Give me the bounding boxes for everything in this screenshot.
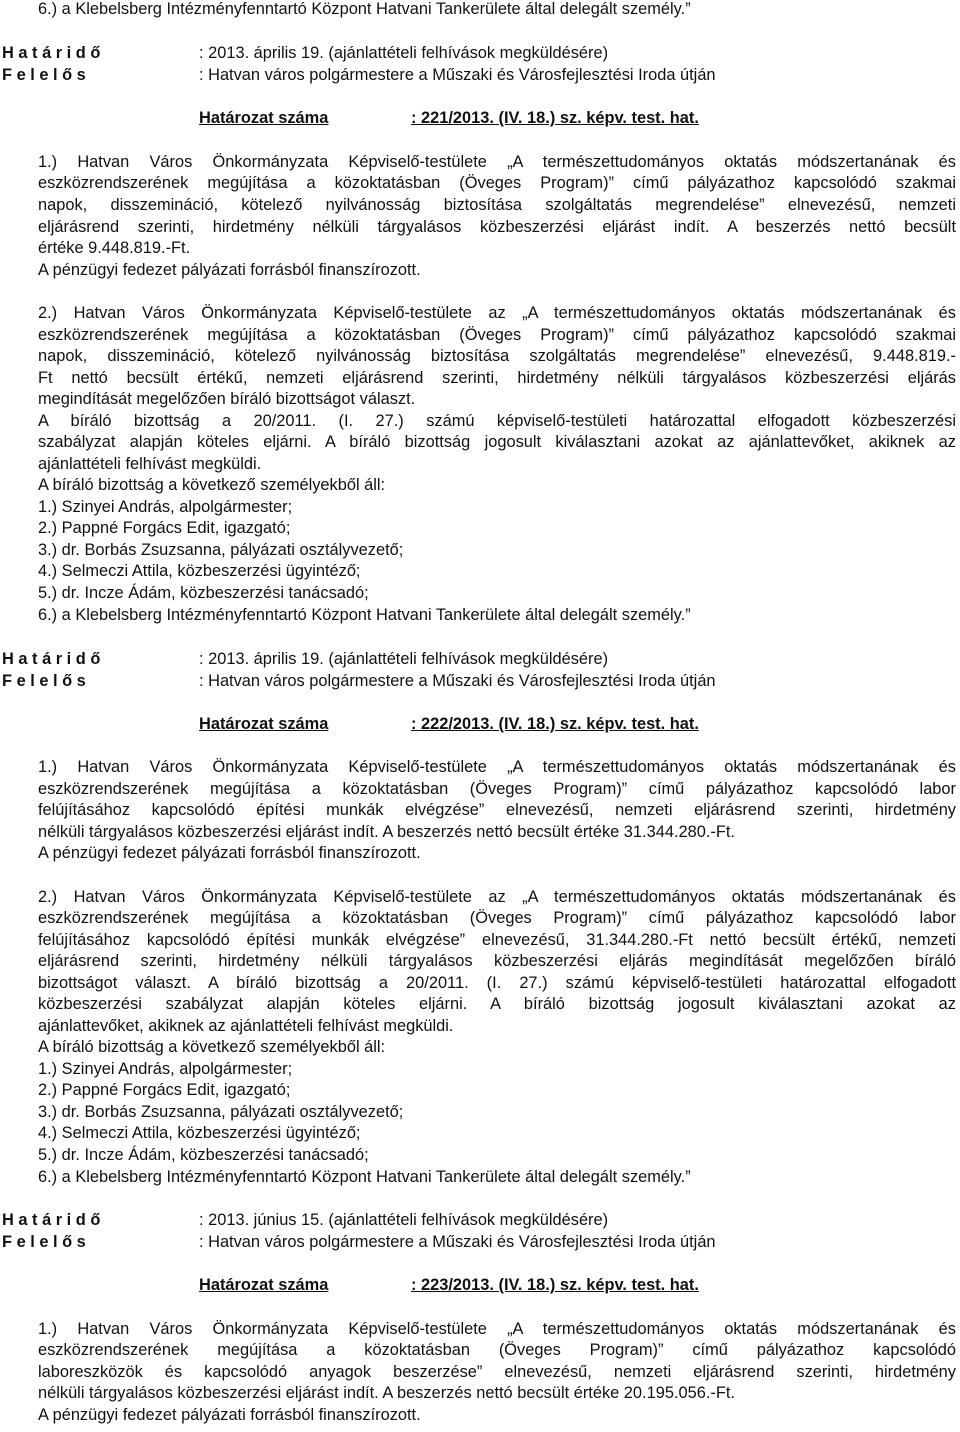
paragraph-line: A pénzügyi fedezet pályázati forrásból finanszírozott. — [38, 1406, 421, 1424]
list-item: 6.) a Klebelsberg Intézményfenntartó Központ Hatvani Tankerülete által delegált személy.” — [38, 1168, 691, 1186]
deadline-value: : 2013. április 19. (ajánlattételi felhívások megküldésére) — [199, 650, 609, 668]
paragraph-line: A bíráló bizottság a 20/2011. (I. 27.) számú képviselő-testületi határozattal elfogadott közbeszerzési — [38, 412, 956, 430]
responsible-value: : Hatvan város polgármestere a Műszaki és Városfejlesztési Iroda útján — [199, 672, 716, 690]
resolution-heading — [199, 109, 699, 128]
resolution-number-label: Határozat száma — [199, 109, 329, 127]
document-line: 6.) a Klebelsberg Intézményfenntartó Központ Hatvani Tankerülete által delegált személy.” — [38, 0, 691, 18]
paragraph-line: eljárásrend szerinti, hirdetmény nélküli tárgyalásos közbeszerzési eljárást indít. A beszerzés nettó becsült — [38, 218, 956, 236]
paragraph-line: megindítását megelőzően bíráló bizottságot választ. — [38, 390, 416, 408]
deadline-label: H a t á r i d ő — [2, 650, 101, 668]
paragraph-line: eszközrendszerének megújítása a közoktatásban (Öveges Program)” című pályázathoz kapcsolódó labor — [38, 780, 956, 798]
list-item: 1.) Szinyei András, alpolgármester; — [38, 498, 293, 516]
paragraph-line: ajánlattételi felhívást megküldi. — [38, 455, 262, 473]
list-item: 3.) dr. Borbás Zsuzsanna, pályázati osztályvezető; — [38, 1103, 404, 1121]
responsible-value: : Hatvan város polgármestere a Műszaki és Városfejlesztési Iroda útján — [199, 66, 716, 84]
resolution-heading — [199, 715, 699, 734]
paragraph-line: eszközrendszerének megújítása a közoktatásban (Öveges Program)” című pályázathoz kapcsolódó labor — [38, 909, 956, 927]
list-item: 1.) Szinyei András, alpolgármester; — [38, 1060, 293, 1078]
resolution-number: : 222/2013. (IV. 18.) sz. képv. test. hat. — [411, 715, 699, 733]
paragraph-line: bizottságot választ. A bíráló bizottság a 20/2011. (I. 27.) számú képviselő-testületi határozattal elfogadott — [38, 974, 956, 992]
resolution-number: : 223/2013. (IV. 18.) sz. képv. test. hat. — [411, 1276, 699, 1294]
paragraph-line: szabályzat alapján köteles eljárni. A bíráló bizottság jogosult kiválasztani azokat az ajánlattevőket, akiknek az — [38, 433, 956, 451]
paragraph-line: Ft nettó becsült értékű, nemzeti eljárásrend szerinti, hirdetmény nélküli tárgyalásos közbeszerzési eljárás — [38, 369, 956, 387]
resolution-heading — [199, 1276, 699, 1295]
responsible-label: F e l e l ő s — [2, 672, 86, 690]
responsible-label: F e l e l ő s — [2, 66, 86, 84]
paragraph-line: A bíráló bizottság a következő személyekből áll: — [38, 476, 386, 494]
list-item: 4.) Selmeczi Attila, közbeszerzési ügyintéző; — [38, 1124, 361, 1142]
deadline-value: : 2013. június 15. (ajánlattételi felhívások megküldésére) — [199, 1211, 609, 1229]
paragraph-line: nélküli tárgyalásos közbeszerzési eljárást indít. A beszerzés nettó becsült értéke 31.344.280.-Ft. — [38, 823, 735, 841]
paragraph-line: ajánlattevőket, akiknek az ajánlattételi felhívást megküldi. — [38, 1017, 454, 1035]
deadline-label: H a t á r i d ő — [2, 44, 101, 62]
paragraph-line: napok, disszemináció, kötelező nyilvánosság biztosítása szolgáltatás megrendelése” elnevezésű, 9.448.819.- — [38, 347, 956, 365]
list-item: 2.) Pappné Forgács Edit, igazgató; — [38, 519, 291, 537]
paragraph-line: 2.) Hatvan Város Önkormányzata Képviselő-testülete az „A természettudományos oktatás módszertanának és — [38, 888, 956, 906]
paragraph-line: napok, disszemináció, kötelező nyilvánosság biztosítása szolgáltatás megrendelése” elnevezésű, nemzeti — [38, 196, 956, 214]
paragraph-line: 2.) Hatvan Város Önkormányzata Képviselő-testülete az „A természettudományos oktatás módszertanának és — [38, 304, 956, 322]
deadline-value: : 2013. április 19. (ajánlattételi felhívások megküldésére) — [199, 44, 609, 62]
resolution-number-label: Határozat száma — [199, 715, 329, 733]
list-item: 6.) a Klebelsberg Intézményfenntartó Központ Hatvani Tankerülete által delegált személy.” — [38, 606, 691, 624]
list-item: 5.) dr. Incze Ádám, közbeszerzési tanácsadó; — [38, 584, 369, 602]
paragraph-line: laboreszközök és kapcsolódó anyagok beszerzése” elnevezésű, nemzeti eljárásrend szerinti, hirdetmény — [38, 1363, 956, 1381]
paragraph-line: 1.) Hatvan Város Önkormányzata Képviselő-testülete „A természettudományos oktatás módszertanának és — [38, 153, 956, 171]
list-item: 2.) Pappné Forgács Edit, igazgató; — [38, 1081, 291, 1099]
paragraph-line: A pénzügyi fedezet pályázati forrásból finanszírozott. — [38, 261, 421, 279]
resolution-number-label: Határozat száma — [199, 1276, 329, 1294]
responsible-label: F e l e l ő s — [2, 1233, 86, 1251]
paragraph-line: értéke 9.448.819.-Ft. — [38, 239, 191, 257]
paragraph-line: A pénzügyi fedezet pályázati forrásból finanszírozott. — [38, 844, 421, 862]
paragraph-line: felújításához kapcsolódó építési munkák elvégzése” elnevezésű, nemzeti eljárásrend szerinti, hirdetmény — [38, 801, 956, 819]
paragraph-line: közbeszerzési szabályzat alapján köteles eljárni. A bíráló bizottság jogosult kiválasztani azokat az — [38, 995, 956, 1013]
responsible-value: : Hatvan város polgármestere a Műszaki és Városfejlesztési Iroda útján — [199, 1233, 716, 1251]
paragraph-line: eszközrendszerének megújítása a közoktatásban (Öveges Program)” című pályázathoz kapcsolódó szakmai — [38, 326, 956, 344]
paragraph-line: 1.) Hatvan Város Önkormányzata Képviselő-testülete „A természettudományos oktatás módszertanának és — [38, 758, 956, 776]
list-item: 5.) dr. Incze Ádám, közbeszerzési tanácsadó; — [38, 1146, 369, 1164]
paragraph-line: 1.) Hatvan Város Önkormányzata Képviselő-testülete „A természettudományos oktatás módszertanának és — [38, 1320, 956, 1338]
paragraph-line: eljárásrend szerinti, hirdetmény nélküli tárgyalásos közbeszerzési eljárás megindítását megelőzően bíráló — [38, 952, 956, 970]
list-item: 3.) dr. Borbás Zsuzsanna, pályázati osztályvezető; — [38, 541, 404, 559]
resolution-number: : 221/2013. (IV. 18.) sz. képv. test. hat. — [411, 109, 699, 127]
list-item: 4.) Selmeczi Attila, közbeszerzési ügyintéző; — [38, 562, 361, 580]
paragraph-line: eszközrendszerének megújítása a közoktatásban (Öveges Program)” című pályázathoz kapcsolódó — [38, 1341, 956, 1359]
paragraph-line: eszközrendszerének megújítása a közoktatásban (Öveges Program)” című pályázathoz kapcsolódó szakmai — [38, 174, 956, 192]
paragraph-line: felújításához kapcsolódó építési munkák elvégzése” elnevezésű, 31.344.280.-Ft nettó becsült értékű, nemzeti — [38, 931, 956, 949]
deadline-label: H a t á r i d ő — [2, 1211, 101, 1229]
paragraph-line: A bíráló bizottság a következő személyekből áll: — [38, 1038, 386, 1056]
paragraph-line: nélküli tárgyalásos közbeszerzési eljárást indít. A beszerzés nettó becsült értéke 20.195.056.-Ft. — [38, 1384, 735, 1402]
